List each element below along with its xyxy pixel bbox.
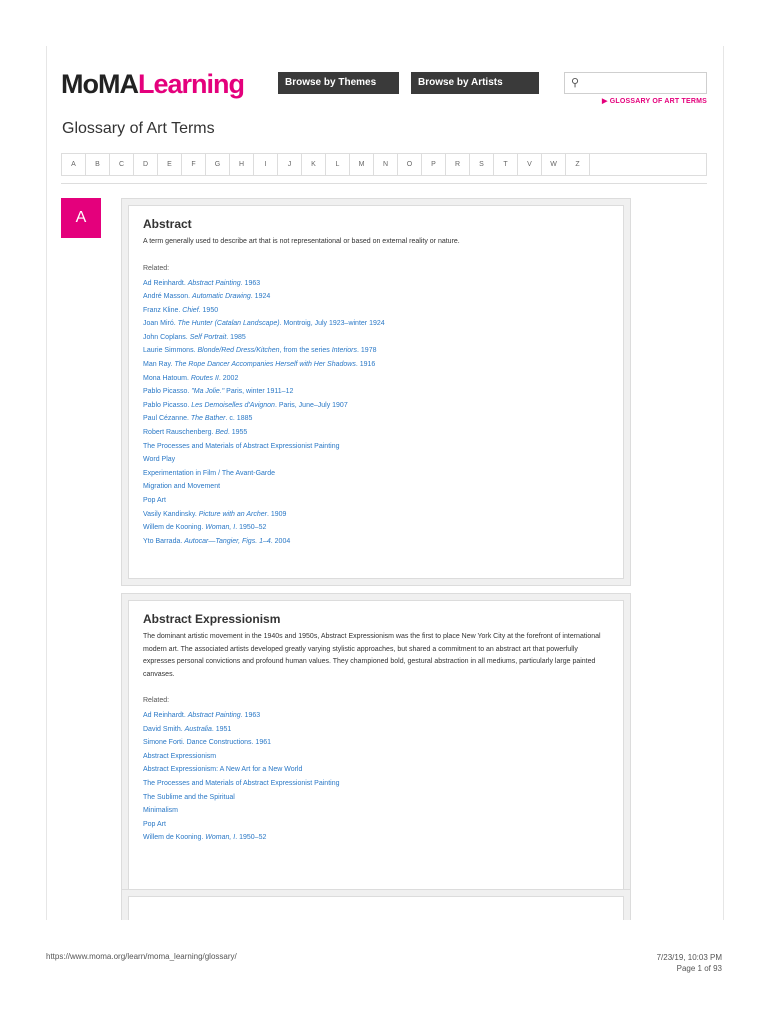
related-link-work-title: Les Demoiselles d'Avignon [191,401,275,409]
related-link-text: David Smith. [143,725,185,733]
current-letter-badge: A [61,198,101,238]
footer-meta [657,952,722,974]
related-link-work-title: Routes II [190,374,219,382]
alphabet-letter-o[interactable]: O [398,154,422,175]
related-link-text: The Processes and Materials of Abstract Expressionist Painting [143,779,340,787]
related-link[interactable] [143,791,611,805]
related-link[interactable] [143,426,611,440]
entry-title: Abstract Expressionism [143,612,281,626]
related-link[interactable] [143,494,611,508]
related-link-text: Joan Miró. [143,320,178,328]
related-link-work-title: Blonde/Red Dress/Kitchen [197,347,280,355]
browse-by-themes-button[interactable]: Browse by Themes [278,72,399,94]
related-link[interactable] [143,317,611,331]
related-link-work-title: Abstract Painting [187,279,241,287]
related-list [143,277,611,549]
related-link[interactable] [143,750,611,764]
glossary-entry-abstract-expressionism [121,593,631,920]
related-link-text: Vasily Kandinsky. [143,510,199,518]
related-link-text: . Paris, June–July 1907 [274,401,348,409]
alphabet-letter-p[interactable]: P [422,154,446,175]
related-link-text: André Masson. [143,293,193,301]
related-link[interactable] [143,777,611,791]
divider [61,183,707,184]
related-link-text: . 1978 [357,347,377,355]
alphabet-letter-b[interactable]: B [86,154,110,175]
related-link[interactable] [143,453,611,467]
related-link-work-title: Self Portrait [189,333,227,341]
related-link-text: Mona Hatoum. [143,374,191,382]
related-link-text: . 1950 [198,306,219,314]
related-link[interactable] [143,521,611,535]
related-label: Related: [143,697,170,704]
related-link[interactable] [143,412,611,426]
related-link-work-title: "Ma Jolie." [191,388,225,396]
related-link[interactable] [143,804,611,818]
related-link-work-title: Picture with an Archer [198,510,267,518]
alphabet-letter-r[interactable]: R [446,154,470,175]
glossary-page [46,46,724,920]
related-link-text: Willem de Kooning. [143,524,206,532]
related-link[interactable] [143,304,611,318]
related-link-text: Experimentation in Film / The Avant-Garde [143,469,276,477]
related-link[interactable] [143,763,611,777]
alphabet-letter-t[interactable]: T [494,154,518,175]
entry-definition: A term generally used to describe art that is not representational or based on external reality or nature. [143,238,460,245]
alphabet-letter-h[interactable]: H [230,154,254,175]
logo-text-learning: Learning [137,69,244,99]
related-link[interactable] [143,535,611,549]
alphabet-letter-a[interactable]: A [62,154,86,175]
related-link-text: Pablo Picasso. [143,388,192,396]
related-link-text: . 1924 [250,293,271,301]
related-link-text: Yto Barrada. [143,537,185,545]
related-link-text: Abstract Expressionism: A New Art for a New World [143,766,303,774]
alphabet-letter-k[interactable]: K [302,154,326,175]
related-link[interactable] [143,709,611,723]
browse-by-artists-button[interactable]: Browse by Artists [411,72,539,94]
related-link-text: . 1955 [227,429,248,437]
related-link-text: . 1963 [240,279,261,287]
related-link-text: . 1951 [211,725,232,733]
related-link-work-title: Chief [182,306,199,314]
related-link-text: . 1963 [240,712,261,719]
alphabet-letter-w[interactable]: W [542,154,566,175]
related-link[interactable] [143,399,611,413]
related-link-text: Pop Art [143,820,166,828]
related-link-text: . 1985 [226,333,246,341]
related-link-text: Robert Rauschenberg. [143,429,216,437]
related-link-work-title: Woman, I [205,834,236,842]
alphabet-letter-m[interactable]: M [350,154,374,175]
related-link-text: . Montroig, July 1923–winter 1924 [279,320,385,328]
alphabet-letter-f[interactable]: F [182,154,206,175]
related-link-text: John Coplans. [143,333,190,341]
footer-page-number: Page 1 of 93 [676,964,722,973]
related-link-work-title: The Hunter (Catalan Landscape) [177,320,280,328]
related-link-work-title: Abstract Painting [187,712,241,719]
related-link-text: Franz Kline. [143,306,183,314]
alphabet-letter-i[interactable]: I [254,154,278,175]
related-label: Related: [143,264,170,272]
related-link-text: . 2004 [270,537,291,545]
related-link-work-title: Woman, I [205,524,236,532]
search-icon: ⚲ [571,77,580,89]
related-link-text: Paris, winter 1911–12 [224,388,294,396]
moma-learning-logo[interactable] [61,68,244,100]
glossary-entry-next [121,889,631,920]
related-link-text: . 1950–52 [235,834,267,842]
search-input[interactable] [564,72,707,94]
related-link-text: Simone Forti. Dance Constructions. 1961 [143,739,272,747]
related-link[interactable] [143,290,611,304]
related-link-text: Ad Reinhardt. [143,712,188,719]
related-link[interactable] [143,344,611,358]
breadcrumb[interactable]: ▶ GLOSSARY OF ART TERMS [601,98,707,105]
related-link[interactable] [143,508,611,522]
related-link-work-title: The Bather [190,415,226,423]
related-link[interactable] [143,818,611,832]
page-title: Glossary of Art Terms [62,120,215,137]
related-link-text: Migration and Movement [143,483,221,491]
related-link-text: Pop Art [143,497,166,504]
alphabet-letter-c[interactable]: C [110,154,134,175]
related-list [143,709,611,845]
related-link-text: . 1909 [266,510,287,518]
alphabet-letter-d[interactable]: D [134,154,158,175]
logo-text-moma: MoMA [61,69,138,99]
related-link-text: . 1916 [355,361,376,369]
related-link[interactable] [143,467,611,481]
alphabet-letter-v[interactable]: V [518,154,542,175]
related-link-work-title: Automatic Drawing [192,293,251,301]
related-link-work-title: The Rope Dancer Accompanies Herself with Her Shadows [174,361,356,369]
related-link[interactable] [143,385,611,399]
related-link-text: Willem de Kooning. [143,834,206,842]
related-link[interactable] [143,736,611,750]
alphabet-letter-e[interactable]: E [158,154,182,175]
related-link-text: . 1950–52 [235,524,267,532]
related-link[interactable] [143,372,611,386]
related-link[interactable] [143,358,611,372]
alphabet-letter-s[interactable]: S [470,154,494,175]
footer-date: 7/23/19, 10:03 PM [656,953,722,962]
related-link[interactable] [143,723,611,737]
related-link[interactable] [143,277,611,291]
related-link-work-title: Bed [215,429,228,437]
related-link[interactable] [143,331,611,345]
alphabet-letter-l[interactable]: L [326,154,350,175]
alphabet-letter-n[interactable]: N [374,154,398,175]
related-link-text: . 2002 [218,374,239,382]
alphabet-letter-j[interactable]: J [278,154,302,175]
related-link-text: Man Ray. [143,361,175,369]
related-link-text: The Processes and Materials of Abstract Expressionist Painting [143,442,340,450]
alphabet-letter-g[interactable]: G [206,154,230,175]
related-link-text: Paul Cézanne. [143,415,191,423]
related-link-work-title: Australia [184,725,212,733]
related-link-text: Pablo Picasso. [143,401,192,409]
related-link-work-title: Interiors [331,347,358,355]
entry-title: Abstract [143,217,192,231]
related-link[interactable] [143,831,611,845]
entry-definition: The dominant artistic movement in the 1940s and 1950s, Abstract Expressionism was the first to place New York City at the forefront of international modern art. The associated artists developed greatly varying stylistic approaches, but shared a commitment to an abstract art that powerfully expresses personal convictions and profound human values. They championed bold, gestural abstraction in all mediums, particularly large painted canvases. [143,633,601,678]
glossary-entry-abstract [121,198,631,586]
related-link-work-title: Autocar—Tangier, Figs. 1–4 [184,537,271,545]
footer-url: https://www.moma.org/learn/moma_learning/glossary/ [46,952,237,961]
related-link-text: Abstract Expressionism [143,752,217,760]
related-link-text: Ad Reinhardt. [143,279,188,287]
related-link-text: , from the series [279,347,332,355]
alphabet-letter-z[interactable]: Z [566,154,590,175]
related-link-text: The Sublime and the Spiritual [143,793,235,801]
related-link-text: . c. 1885 [225,415,253,423]
related-link[interactable] [143,480,611,494]
related-link-text: Word Play [143,456,176,464]
alphabet-index [61,153,707,176]
related-link-text: Minimalism [143,807,178,815]
related-link[interactable] [143,440,611,454]
related-link-text: Laurie Simmons. [143,347,198,355]
